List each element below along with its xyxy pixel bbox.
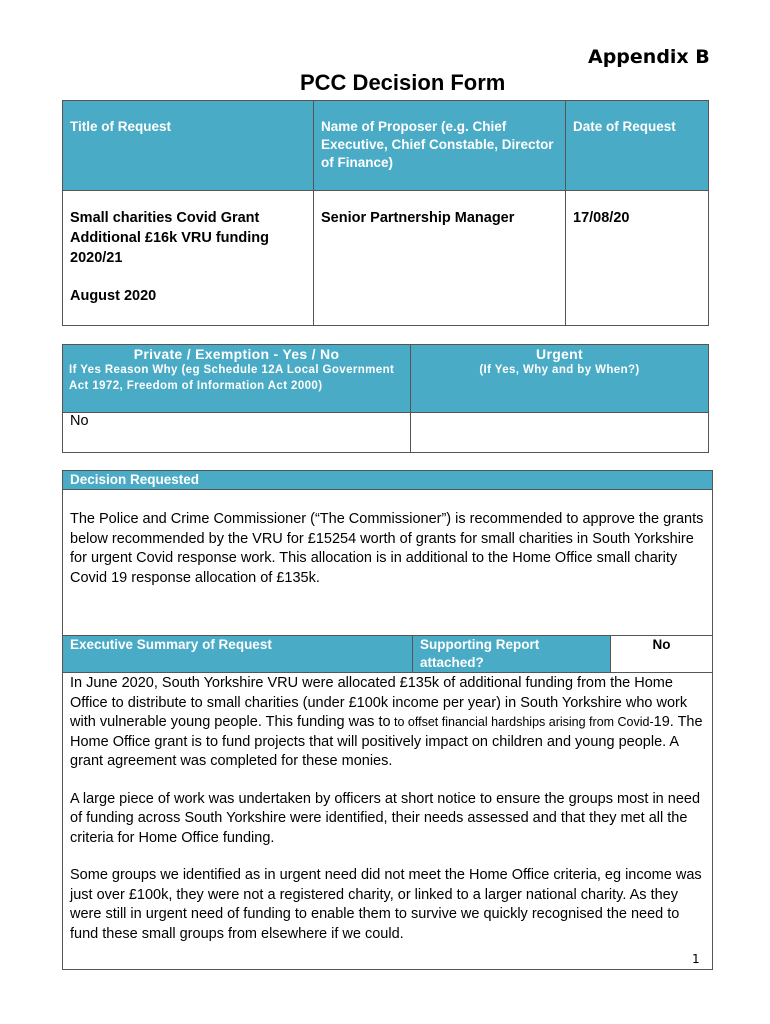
date-of-request-header: Date of Request bbox=[566, 101, 709, 191]
urgent-subtext: (If Yes, Why and by When?) bbox=[479, 364, 640, 376]
private-exemption-header: Private / Exemption - Yes / No bbox=[133, 346, 340, 362]
proposer-header: Name of Proposer (e.g. Chief Executive, Chief Constable, Director of Finance) bbox=[314, 101, 566, 191]
executive-summary-header: Executive Summary of Request bbox=[63, 636, 413, 673]
decision-table bbox=[62, 470, 713, 970]
summary-paragraph-3: Some groups we identified as in urgent need did not meet the Home Office criteria, eg income was just over £100k, they were not a registered charity, or linked to a larger national charity. As they were still in urgent need of funding to enable them to survive we quickly recognised the need to fund these small groups from elsewhere if we could. bbox=[70, 867, 702, 942]
request-title: Small charities Covid Grant Additional £16k VRU funding 2020/21 bbox=[70, 210, 269, 266]
supporting-report-value: No bbox=[611, 636, 713, 673]
summary-paragraph-2: A large piece of work was undertaken by officers at short notice to ensure the groups most in need of funding across South Yorkshire were identified, their needs assessed and that they met all the criteria for Home Office funding. bbox=[70, 790, 701, 846]
private-exemption-subtext: If Yes Reason Why (eg Schedule 12A Local Government Act 1972, Freedom of Information Act 2000) bbox=[69, 364, 395, 392]
page-title: PCC Decision Form bbox=[300, 70, 506, 95]
decision-requested-header: Decision Requested bbox=[63, 471, 713, 490]
summary-paragraph-1 bbox=[70, 674, 705, 772]
request-month: August 2020 bbox=[70, 288, 157, 304]
appendix-label: Appendix B bbox=[588, 46, 710, 68]
summary-paragraph-1-part-c: 19. The Home Office grant is to fund projects that will positively impact on children and young people. A grant agreement was completed for these monies. bbox=[70, 714, 703, 769]
decision-requested-text: The Police and Crime Commissioner (“The Commissioner”) is recommended to approve the grants below recommended by the VRU for £15254 worth of grants for small charities in South Yorkshire for urgent Covid response work. This allocation is in additional to the Home Office small charity Covid 19 response allocation of £135k. bbox=[63, 490, 713, 636]
urgent-header-cell bbox=[411, 345, 709, 413]
supporting-report-label: Supporting Report attached? bbox=[413, 636, 611, 673]
page-number: 1 bbox=[692, 952, 700, 966]
title-of-request-header: Title of Request bbox=[63, 101, 314, 191]
summary-paragraph-1-part-a: In June 2020, South Yorkshire VRU were allocated £135k of additional funding from the Home Office to distribute to small charities (under £100k income per year) in South Yorkshire who work with vulnerable young people. This funding was to bbox=[70, 675, 688, 730]
urgent-value bbox=[411, 413, 709, 453]
date-value: 17/08/20 bbox=[566, 191, 709, 326]
urgent-header: Urgent bbox=[536, 346, 583, 362]
summary-paragraph-1-part-b: to offset financial hardships arising from Covid- bbox=[390, 715, 654, 729]
exemption-table bbox=[62, 344, 709, 453]
request-table bbox=[62, 100, 709, 326]
executive-summary-body bbox=[63, 673, 713, 970]
private-exemption-value: No bbox=[63, 413, 411, 453]
title-of-request-cell bbox=[63, 191, 314, 326]
private-exemption-header-cell bbox=[63, 345, 411, 413]
proposer-value: Senior Partnership Manager bbox=[314, 191, 566, 326]
